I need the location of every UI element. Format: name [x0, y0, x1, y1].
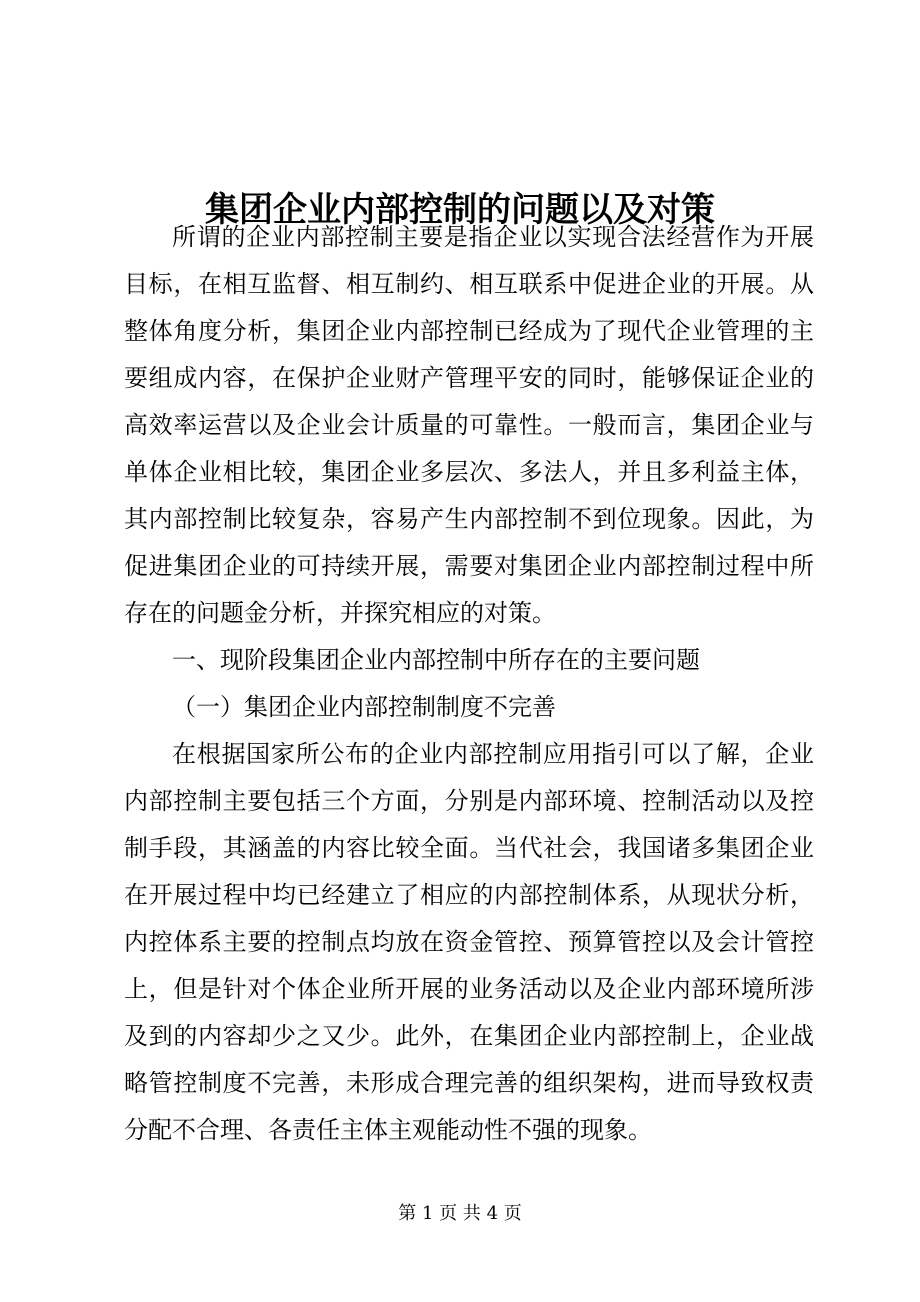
paragraph-internal-control: 在根据国家所公布的企业内部控制应用指引可以了解，企业内部控制主要包括三个方面，分别是内部环境、控制活动以及控制手段，其涵盖的内容比较全面。当代社会，我国诸多集团企业在开展过程中均已经建立了相应的内部控制体系，从现状分析，内控体系主要的控制点均放在资金管控、预算管控以及会计管控上，但是针对个体企业所开展的业务活动以及企业内部环境所涉及到的内容却少之又少。此外，在集团企业内部控制上，企业战略管控制度不完善，未形成合理完善的组织架构，进而导致权责分配不合理、各责任主体主观能动性不强的现象。	[124, 740, 814, 1144]
page-number-footer: 第 1 页 共 4 页	[398, 1203, 522, 1224]
document-body	[124, 214, 814, 1154]
document-title: 集团企业内部控制的问题以及对策	[205, 189, 715, 230]
paragraph-intro: 所谓的企业内部控制主要是指企业以实现合法经营作为开展目标，在相互监督、相互制约、相互联系中促进企业的开展。从整体角度分析，集团企业内部控制已经成为了现代企业管理的主要组成内容，在保护企业财产管理平安的同时，能够保证企业的高效率运营以及企业会计质量的可靠性。一般而言，集团企业与单体企业相比较，集团企业多层次、多法人，并且多利益主体，其内部控制比较复杂，容易产生内部控制不到位现象。因此，为促进集团企业的可持续开展，需要对集团企业内部控制过程中所存在的问题金分析，并探究相应的对策。	[124, 223, 814, 627]
section-heading-1: 一、现阶段集团企业内部控制中所存在的主要问题	[172, 646, 700, 674]
subsection-heading-1: （一）集团企业内部控制制度不完善	[172, 693, 556, 721]
